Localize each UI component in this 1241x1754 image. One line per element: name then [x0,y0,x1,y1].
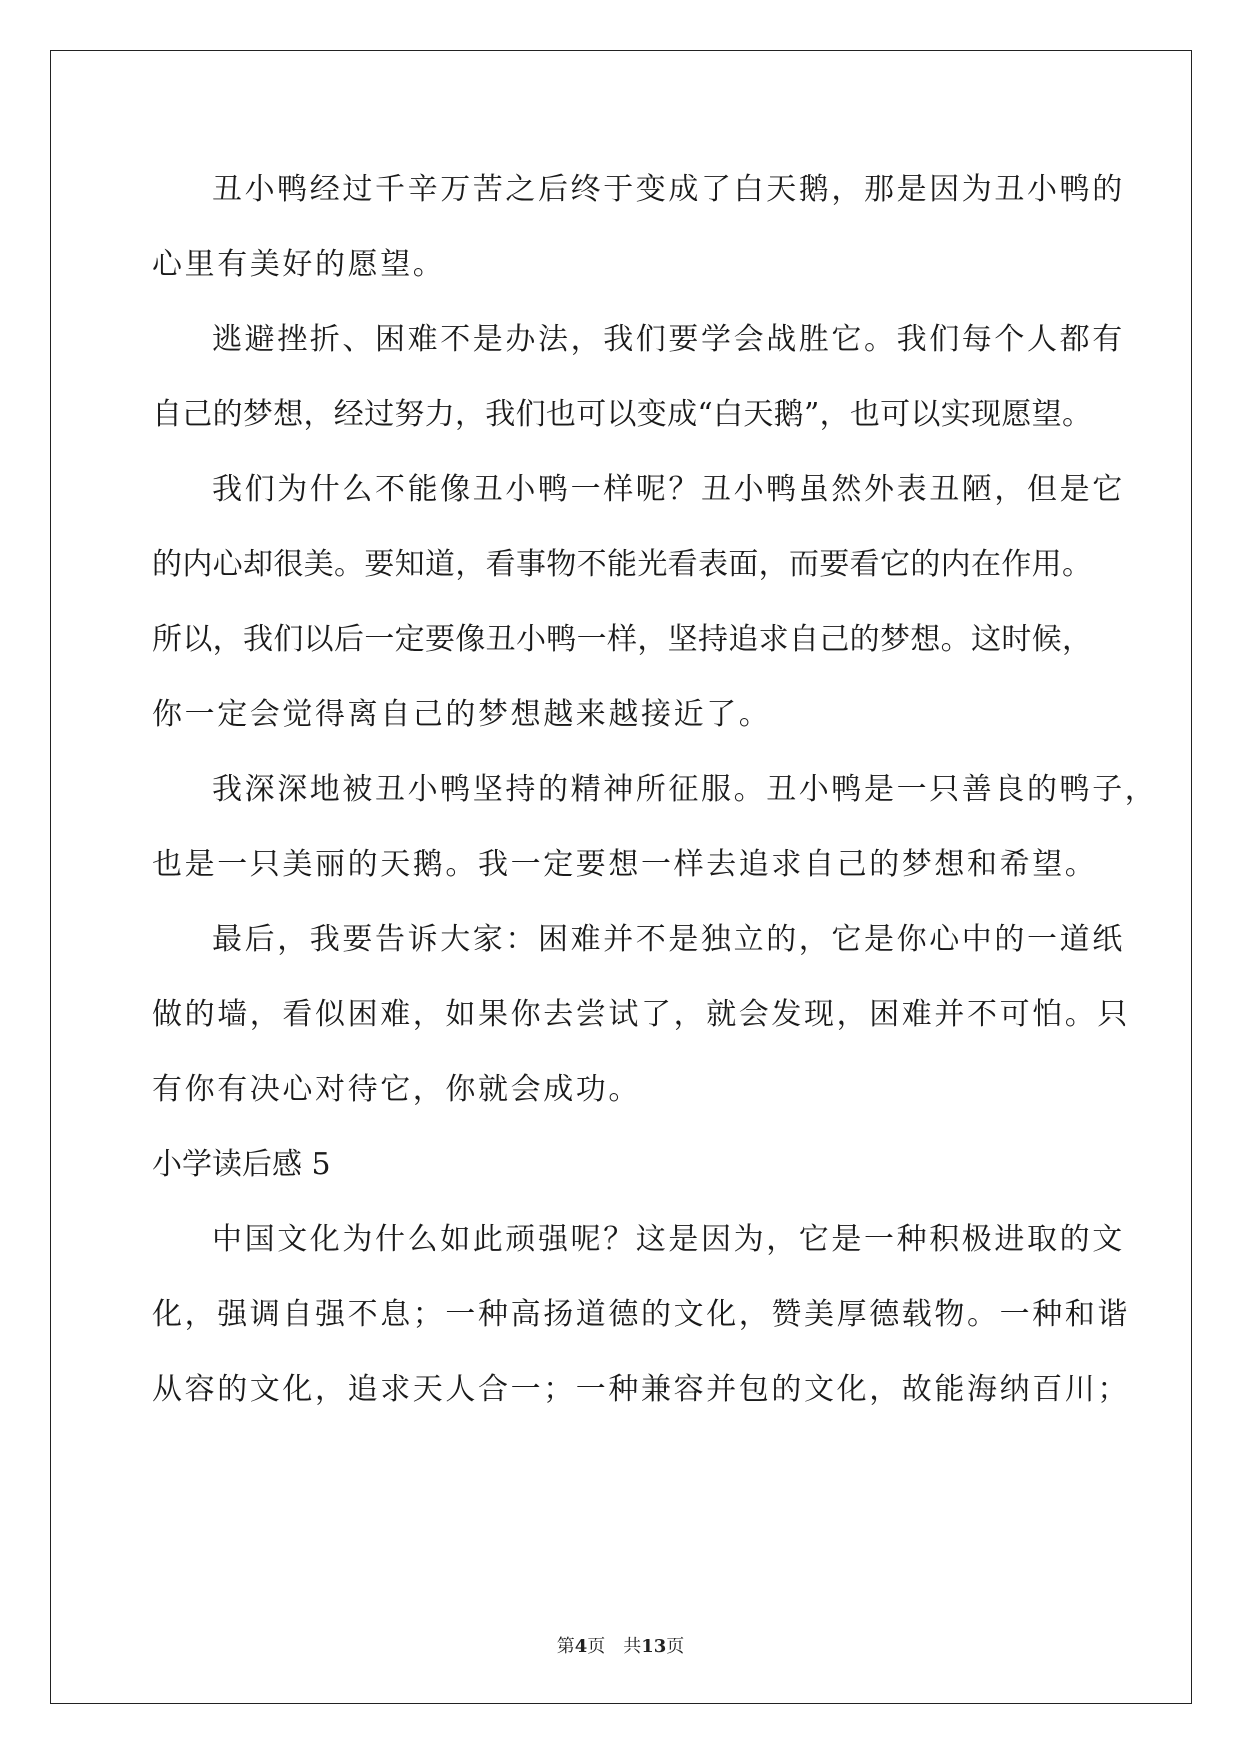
text-line: 做的墙，看似困难，如果你去尝试了，就会发现，困难并不可怕。只 [152,997,1130,1032]
page-footer [0,1635,1241,1659]
text-line: 从容的文化，追求天人合一；一种兼容并包的文化，故能海纳百川； [152,1372,1130,1407]
text-line: 我们为什么不能像丑小鸭一样呢？丑小鸭虽然外表丑陋，但是它 [212,472,1125,507]
text-line: 心里有美好的愿望。 [152,247,446,282]
total-suffix: 页 [666,1636,685,1657]
text-line: 有你有决心对待它，你就会成功。 [152,1072,641,1107]
page-suffix: 页 [587,1636,606,1657]
section-heading: 小学读后感 5 [152,1147,331,1182]
text-line: 也是一只美丽的天鹅。我一定要想一样去追求自己的梦想和希望。 [152,847,1098,882]
text-line: 的内心却很美。要知道，看事物不能光看表面，而要看它的内在作用。 [152,547,1092,582]
text-line: 逃避挫折、困难不是办法，我们要学会战胜它。我们每个人都有 [212,322,1125,357]
text-line: 自己的梦想，经过努力，我们也可以变成“白天鹅”，也可以实现愿望。 [152,397,1092,432]
text-line: 我深深地被丑小鸭坚持的精神所征服。丑小鸭是一只善良的鸭子， [212,772,1158,807]
text-line: 你一定会觉得离自己的梦想越来越接近了。 [152,697,772,732]
text-line: 最后，我要告诉大家：困难并不是独立的，它是你心中的一道纸 [212,922,1125,957]
document-body [152,160,1158,1435]
page-prefix: 第 [556,1636,575,1657]
total-prefix: 共 [623,1636,642,1657]
text-line: 中国文化为什么如此顽强呢？这是因为，它是一种积极进取的文 [212,1222,1125,1257]
page-current: 4 [574,1636,588,1657]
text-line: 丑小鸭经过千辛万苦之后终于变成了白天鹅，那是因为丑小鸭的 [212,172,1125,207]
page-total: 13 [641,1636,667,1657]
text-line: 化，强调自强不息；一种高扬道德的文化，赞美厚德载物。一种和谐 [152,1297,1130,1332]
text-line: 所以，我们以后一定要像丑小鸭一样，坚持追求自己的梦想。这时候， [152,622,1092,657]
